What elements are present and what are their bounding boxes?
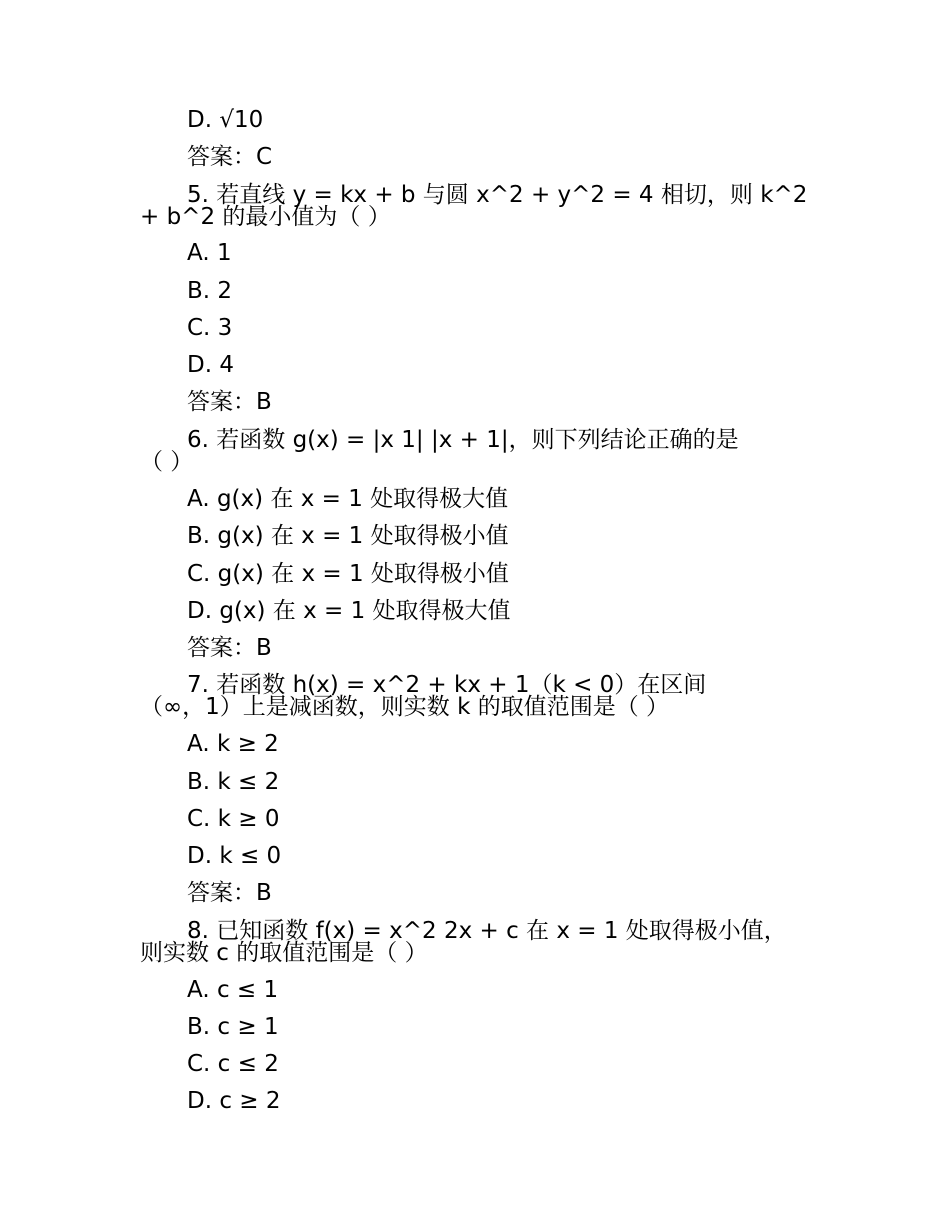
q5-option-b: B. 2 bbox=[187, 278, 233, 304]
q6-option-a: A. g(x) 在 x = 1 处取得极大值 bbox=[187, 486, 509, 512]
q5-stem-line1: 5. 若直线 y = kx + b 与圆 x^2 + y^2 = 4 相切，则 k^2 bbox=[187, 182, 808, 208]
q7-stem-line1: 7. 若函数 h(x) = x^2 + kx + 1（k < 0）在区间 bbox=[187, 672, 707, 698]
q6-option-c: C. g(x) 在 x = 1 处取得极小值 bbox=[187, 561, 509, 587]
q7-option-d: D. k ≤ 0 bbox=[187, 843, 282, 869]
q7-stem-line2: （∞，1）上是减函数，则实数 k 的取值范围是（ ） bbox=[140, 694, 670, 720]
q5-stem-line2: + b^2 的最小值为（ ） bbox=[140, 204, 391, 230]
q7-answer: 答案：B bbox=[187, 880, 272, 906]
q8-option-b: B. c ≥ 1 bbox=[187, 1014, 279, 1040]
q6-option-b: B. g(x) 在 x = 1 处取得极小值 bbox=[187, 523, 509, 549]
q5-option-a: A. 1 bbox=[187, 240, 232, 266]
q4-answer: 答案：C bbox=[187, 144, 273, 170]
q7-option-b: B. k ≤ 2 bbox=[187, 769, 280, 795]
q7-option-a: A. k ≥ 2 bbox=[187, 731, 279, 757]
q6-stem-line2: （ ） bbox=[140, 449, 194, 475]
q6-option-d: D. g(x) 在 x = 1 处取得极大值 bbox=[187, 598, 511, 624]
q5-answer: 答案：B bbox=[187, 389, 272, 415]
q7-option-c: C. k ≥ 0 bbox=[187, 806, 280, 832]
q8-stem-line2: 则实数 c 的取值范围是（ ） bbox=[140, 940, 428, 966]
q8-option-a: A. c ≤ 1 bbox=[187, 977, 279, 1003]
q6-stem-line1: 6. 若函数 g(x) = |x 1| |x + 1|，则下列结论正确的是 bbox=[187, 427, 739, 453]
q8-stem-line1: 8. 已知函数 f(x) = x^2 2x + c 在 x = 1 处取得极小值， bbox=[187, 918, 787, 944]
q4-option-d: D. √10 bbox=[187, 107, 264, 133]
q5-option-c: C. 3 bbox=[187, 315, 233, 341]
q5-option-d: D. 4 bbox=[187, 352, 234, 378]
q6-answer: 答案：B bbox=[187, 635, 272, 661]
q8-option-c: C. c ≤ 2 bbox=[187, 1051, 279, 1077]
q8-option-d: D. c ≥ 2 bbox=[187, 1088, 281, 1114]
